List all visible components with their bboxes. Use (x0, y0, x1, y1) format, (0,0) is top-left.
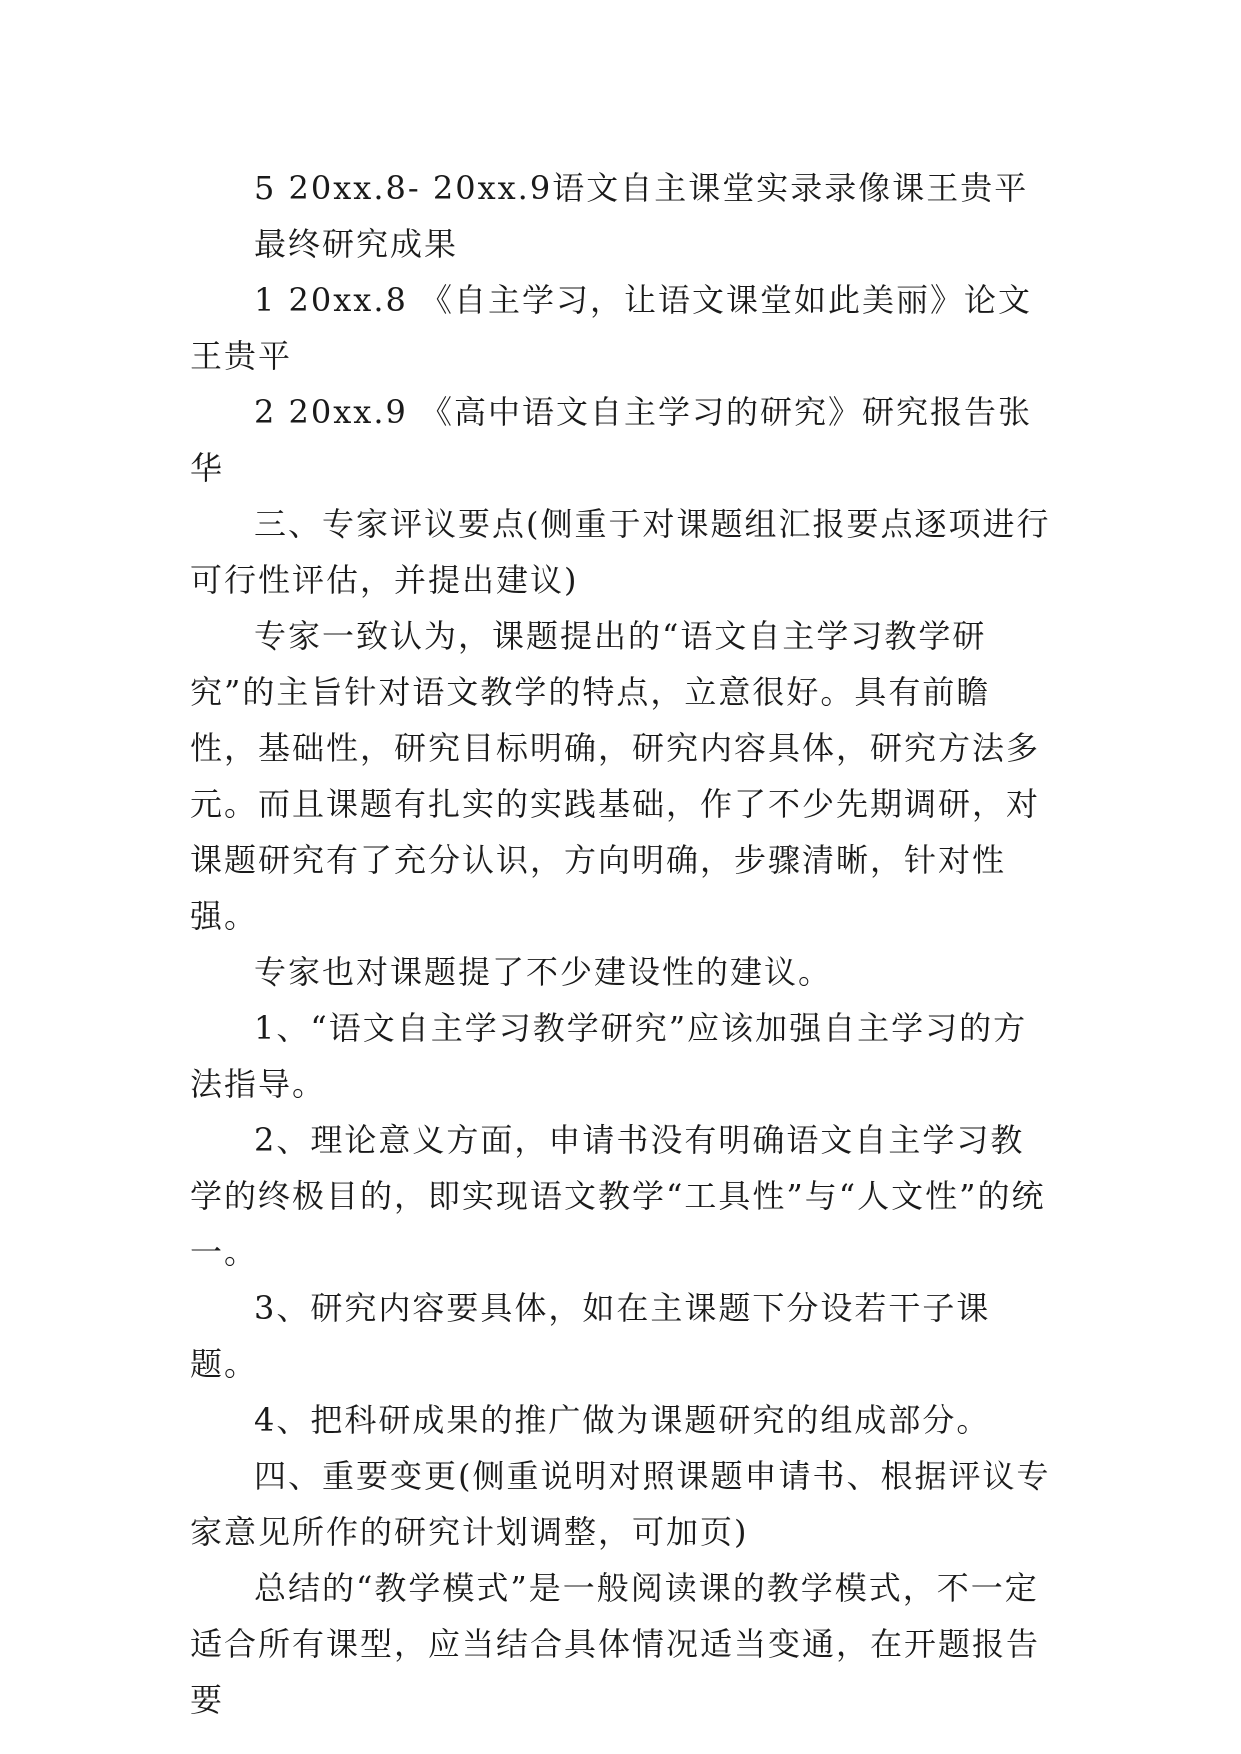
list-item: 4、把科研成果的推广做为课题研究的组成部分。 (254, 1401, 991, 1439)
paragraph: 5 20xx.8- 20xx.9语文自主课堂实录录像课王贵平 (254, 169, 1029, 207)
list-item: 2、理论意义方面，申请书没有明确语文自主学习教学的终极目的，即实现语文教学“工具性”与“人文性”的统一。 (190, 1121, 1046, 1271)
list-item: 1、“语文自主学习教学研究”应该加强自主学习的方法指导。 (190, 1009, 1028, 1103)
paragraph: 总结的“教学模式”是一般阅读课的教学模式，不一定适合所有课型，应当结合具体情况适当变通，在开题报告要 (190, 1569, 1041, 1719)
paragraph: 专家也对课题提了不少建设性的建议。 (254, 953, 833, 991)
paragraph: 2 20xx.9 《高中语文自主学习的研究》研究报告张华 (190, 393, 1033, 487)
list-item: 3、研究内容要具体，如在主课题下分设若干子课题。 (190, 1289, 991, 1383)
paragraph: 最终研究成果 (254, 225, 459, 263)
document-body (190, 160, 1052, 1728)
paragraph: 1 20xx.8 《自主学习，让语文课堂如此美丽》论文王贵平 (190, 281, 1033, 375)
paragraph: 专家一致认为，课题提出的“语文自主学习教学研究”的主旨针对语文教学的特点，立意很好。具有前瞻性，基础性，研究目标明确，研究内容具体，研究方法多元。而且课题有扎实的实践基础，作了不少先期调研，对课题研究有了充分认识，方向明确，步骤清晰，针对性强。 (190, 617, 1041, 935)
section-heading: 三、专家评议要点(侧重于对课题组汇报要点逐项进行可行性评估，并提出建议) (190, 505, 1051, 599)
section-heading: 四、重要变更(侧重说明对照课题申请书、根据评议专家意见所作的研究计划调整，可加页) (190, 1457, 1051, 1551)
